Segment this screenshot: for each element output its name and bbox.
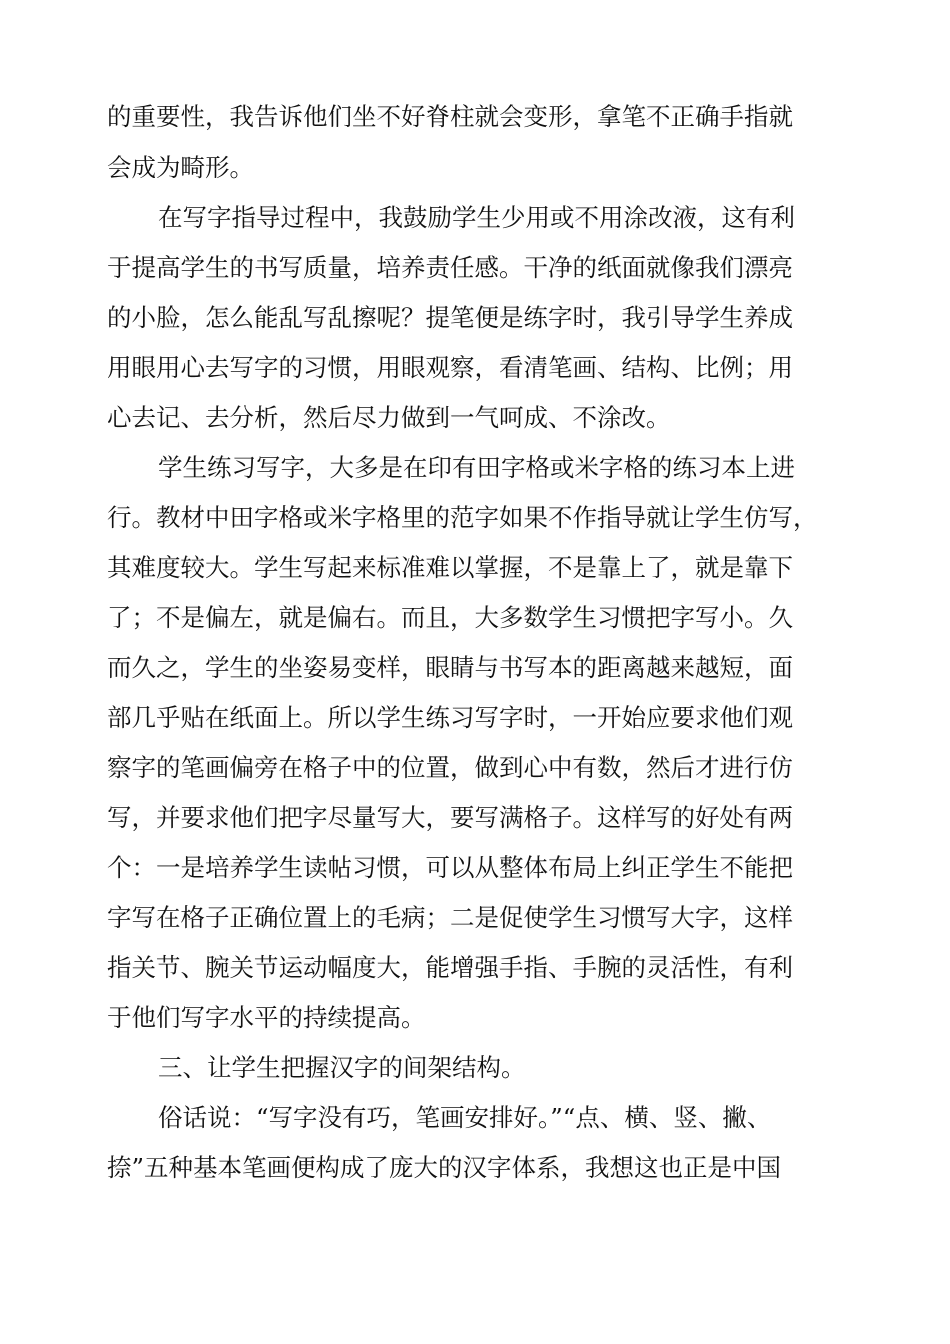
- text-line: 指关节、腕关节运动幅度大，能增强手指、手腕的灵活性，有利: [107, 953, 793, 982]
- text-line: 个：一是培养学生读帖习惯，可以从整体布局上纠正学生不能把: [107, 853, 793, 882]
- paragraph-start-line: 在写字指导过程中，我鼓励学生少用或不用涂改液，这有利: [158, 203, 795, 232]
- paragraph-start-line: 俗话说：“写字没有巧，笔画安排好。”“点、横、竖、撇、: [158, 1103, 772, 1132]
- text-line: 会成为畸形。: [107, 153, 254, 182]
- text-line: 字写在格子正确位置上的毛病；二是促使学生习惯写大字，这样: [107, 903, 793, 932]
- text-line: 的小脸，怎么能乱写乱擦呢？提笔便是练字时，我引导学生养成: [107, 303, 793, 332]
- text-line: 行。教材中田字格或米字格里的范字如果不作指导就让学生仿写，: [107, 503, 818, 532]
- text-line: 了；不是偏左，就是偏右。而且，大多数学生习惯把字写小。久: [107, 603, 793, 632]
- text-line: 捺”五种基本笔画便构成了庞大的汉字体系，我想这也正是中国: [107, 1153, 782, 1182]
- text-line: 的重要性，我告诉他们坐不好脊柱就会变形，拿笔不正确手指就: [107, 102, 793, 131]
- paragraph-start-line: 学生练习写字，大多是在印有田字格或米字格的练习本上进: [158, 453, 795, 482]
- text-line: 心去记、去分析，然后尽力做到一气呵成、不涂改。: [107, 403, 671, 432]
- section-heading: 三、让学生把握汉字的间架结构。: [158, 1053, 526, 1082]
- text-line: 写，并要求他们把字尽量写大，要写满格子。这样写的好处有两: [107, 803, 793, 832]
- text-line: 部几乎贴在纸面上。所以学生练习写字时，一开始应要求他们观: [107, 703, 793, 732]
- text-line: 察字的笔画偏旁在格子中的位置，做到心中有数，然后才进行仿: [107, 753, 793, 782]
- text-line: 而久之，学生的坐姿易变样，眼睛与书写本的距离越来越短，面: [107, 653, 793, 682]
- text-line: 于提高学生的书写质量，培养责任感。干净的纸面就像我们漂亮: [107, 253, 793, 282]
- text-line: 于他们写字水平的持续提高。: [107, 1003, 426, 1032]
- text-line: 用眼用心去写字的习惯，用眼观察，看清笔画、结构、比例；用: [107, 353, 793, 382]
- text-line: 其难度较大。学生写起来标准难以掌握，不是靠上了，就是靠下: [107, 553, 793, 582]
